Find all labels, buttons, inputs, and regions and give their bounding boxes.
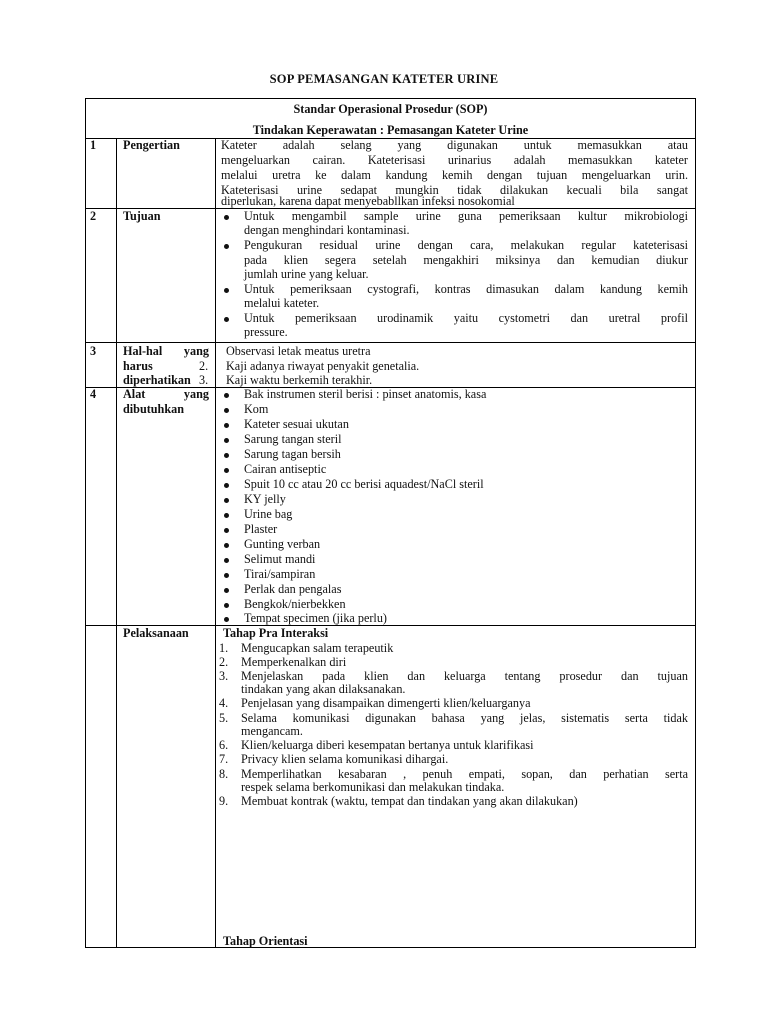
bullet-icon xyxy=(224,543,229,548)
list-number: 2. xyxy=(199,359,209,373)
text-line: melalui uretra ke dalam kandung kemih dengan tujuan mengeluarkan urin. xyxy=(221,168,688,182)
document-title: SOP PEMASANGAN KATETER URINE xyxy=(269,72,499,86)
bullet-icon xyxy=(224,408,229,413)
list-item-line: Untuk pemeriksaan urodinamik yaitu cystometri dan uretral profil xyxy=(244,311,688,325)
step-number: 2. xyxy=(219,655,229,669)
bullet-icon xyxy=(224,215,229,220)
bullet-icon xyxy=(224,453,229,458)
column-divider xyxy=(116,138,117,948)
list-item: Bengkok/nierbekken xyxy=(244,597,346,611)
row-label-tujuan: Tujuan xyxy=(123,209,161,223)
text-line: diperlukan, karena dapat menyebabllkan infeksi nosokomial xyxy=(221,194,515,208)
bullet-icon xyxy=(224,438,229,443)
list-item-line: Kaji waktu berkemih terakhir. xyxy=(226,373,373,387)
bullet-icon xyxy=(224,528,229,533)
bullet-icon xyxy=(224,393,229,398)
step-line: Memperlihatkan kesabaran , penuh empati, sopan, dan perhatian serta xyxy=(241,767,688,781)
step-line: Klien/keluarga diberi kesempatan bertanya untuk klarifikasi xyxy=(241,738,534,752)
row-divider xyxy=(85,342,696,343)
row-number: 2 xyxy=(90,209,97,223)
table-header-subtitle: Tindakan Keperawatan : Pemasangan Kateter Urine xyxy=(252,123,529,137)
step-line: Membuat kontrak (waktu, tempat dan tindakan yang akan dilakukan) xyxy=(241,794,578,808)
list-item: Cairan antiseptic xyxy=(244,462,327,476)
bullet-icon xyxy=(224,573,229,578)
column-divider xyxy=(215,138,216,948)
list-item: Urine bag xyxy=(244,507,293,521)
list-item: Plaster xyxy=(244,522,278,536)
list-number: 3. xyxy=(199,373,209,387)
list-item-line: pressure. xyxy=(244,325,288,339)
bullet-icon xyxy=(224,468,229,473)
step-line: Privacy klien selama komunikasi dihargai. xyxy=(241,752,449,766)
text-line: Kateter adalah selang yang digunakan untuk memasukkan atau xyxy=(221,138,688,152)
list-item: Perlak dan pengalas xyxy=(244,582,342,596)
list-item-line: Pengukuran residual urine dengan cara, melakukan regular kateterisasi xyxy=(244,238,688,252)
step-number: 1. xyxy=(219,641,229,655)
bullet-icon xyxy=(224,483,229,488)
list-item: Spuit 10 cc atau 20 cc berisi aquadest/NaCl steril xyxy=(244,477,484,491)
step-number: 4. xyxy=(219,696,229,710)
step-line: mengancam. xyxy=(241,724,303,738)
row-label-line: Hal-hal yang xyxy=(123,344,209,358)
step-line: tindakan yang akan dilaksanakan. xyxy=(241,682,406,696)
list-item: Kom xyxy=(244,402,269,416)
step-number: 5. xyxy=(219,711,229,725)
bullet-icon xyxy=(224,317,229,322)
row-number: 3 xyxy=(90,344,97,358)
list-item: Bak instrumen steril berisi : pinset anatomis, kasa xyxy=(244,387,487,401)
step-number: 6. xyxy=(219,738,229,752)
list-item: Selimut mandi xyxy=(244,552,316,566)
list-item-line: pada klien segera setelah mengakhiri miksinya dan kemudian diukur xyxy=(244,253,688,267)
step-line: Mengucapkan salam terapeutik xyxy=(241,641,394,655)
list-item-line: dengan menghindari kontaminasi. xyxy=(244,223,410,237)
list-item-line: Untuk pemeriksaan cystografi, kontras dimasukan dalam kandung kemih xyxy=(244,282,688,296)
list-item: Kateter sesuai ukutan xyxy=(244,417,349,431)
step-number: 3. xyxy=(219,669,229,683)
bullet-icon xyxy=(224,244,229,249)
list-item: Sarung tagan bersih xyxy=(244,447,341,461)
row-label-pengertian: Pengertian xyxy=(123,138,180,152)
step-number: 7. xyxy=(219,752,229,766)
bullet-icon xyxy=(224,498,229,503)
row-label-pelaksanaan: Pelaksanaan xyxy=(123,626,189,640)
bullet-icon xyxy=(224,513,229,518)
step-line: Memperkenalkan diri xyxy=(241,655,347,669)
list-item-line: Kaji adanya riwayat penyakit genetalia. xyxy=(226,359,420,373)
bullet-icon xyxy=(224,617,229,622)
bullet-icon xyxy=(224,288,229,293)
list-item-line: Untuk mengambil sample urine guna pemeriksaan kultur mikrobiologi xyxy=(244,209,688,223)
bullet-icon xyxy=(224,423,229,428)
bullet-icon xyxy=(224,558,229,563)
row-number: 4 xyxy=(90,387,97,401)
step-line: Menjelaskan pada klien dan keluarga tentang prosedur dan tujuan xyxy=(241,669,688,683)
row-label-line: dibutuhkan xyxy=(123,402,184,416)
text-line: Kateterisasi urine sedapat mungkin tidak dilakukan kecuali bila sangat xyxy=(221,183,688,197)
stage-title: Tahap Orientasi xyxy=(223,934,308,948)
list-item-line: jumlah urine yang keluar. xyxy=(244,267,369,281)
stage-title: Tahap Pra Interaksi xyxy=(223,626,329,640)
list-item-line: melalui kateter. xyxy=(244,296,320,310)
row-number: 1 xyxy=(90,138,97,152)
row-label-line: harus xyxy=(123,359,153,373)
bullet-icon xyxy=(224,588,229,593)
row-label-line: diperhatikan xyxy=(123,373,191,387)
list-item: Gunting verban xyxy=(244,537,321,551)
text-line: mengeluarkan cairan. Kateterisasi urinarius adalah memasukkan kateter xyxy=(221,153,688,167)
step-line: Selama komunikasi digunakan bahasa yang jelas, sistematis serta tidak xyxy=(241,711,688,725)
list-item-line: Observasi letak meatus uretra xyxy=(226,344,371,358)
list-item: KY jelly xyxy=(244,492,286,506)
step-number: 8. xyxy=(219,767,229,781)
list-item: Sarung tangan steril xyxy=(244,432,342,446)
list-item: Tirai/sampiran xyxy=(244,567,316,581)
step-line: Penjelasan yang disampaikan dimengerti klien/keluarganya xyxy=(241,696,531,710)
list-item: Tempat specimen (jika perlu) xyxy=(244,611,387,625)
table-header-title: Standar Operasional Prosedur (SOP) xyxy=(293,102,488,116)
bullet-icon xyxy=(224,603,229,608)
step-line: respek selama berkomunikasi dan melakukan tindaka. xyxy=(241,780,505,794)
step-number: 9. xyxy=(219,794,229,808)
row-label-line: Alat yang xyxy=(123,387,209,401)
